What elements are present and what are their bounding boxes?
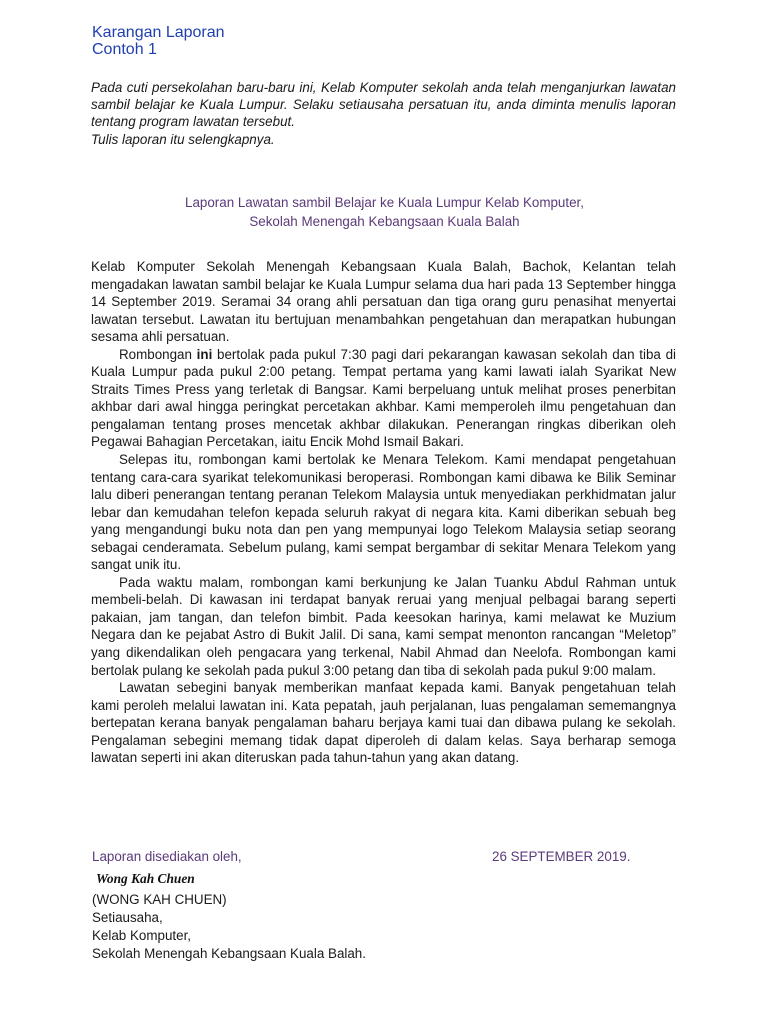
- body-paragraph-2-bold: ini: [196, 346, 213, 362]
- task-instructions: [91, 79, 676, 148]
- report-title-line-2: Sekolah Menengah Kebangsaan Kuala Balah: [249, 214, 520, 229]
- body-paragraph-4: Pada waktu malam, rombongan kami berkunjung ke Jalan Tuanku Abdul Rahman untuk membeli-belah. Di kawasan ini terdapat banyak reruai yang menjual pelbagai barang seperti pakaian, jam tangan, dan telefon bimbit. Pada keesokan harinya, kami melawat ke Muzium Negara dan ke pejabat Astro di Bukit Jalil. Di sana, kami sempat menonton rancangan “Meletop” yang dikendalikan oleh pengacara yang terkenal, Nabil Ahmad dan Neelofa. Rombongan kami bertolak pulang ke sekolah pada pukul 3:00 petang dan tiba di sekolah pada pukul 9:00 malam.: [91, 574, 676, 678]
- signature: Wong Kah Chuen: [96, 871, 195, 886]
- body-paragraph-2: [91, 346, 676, 451]
- prepared-by-label: Laporan disediakan oleh,: [92, 849, 242, 864]
- body-paragraph-2-start: Rombongan: [119, 346, 197, 362]
- report-date: 26 SEPTEMBER 2019.: [492, 849, 631, 864]
- heading-line-2: Contoh 1: [92, 41, 157, 58]
- signer-name: (WONG KAH CHUEN): [92, 892, 227, 907]
- signer-school: Sekolah Menengah Kebangsaan Kuala Balah.: [92, 946, 366, 961]
- report-body: [91, 258, 676, 767]
- signature-block: [92, 891, 366, 963]
- task-paragraph: Pada cuti persekolahan baru-baru ini, Kelab Komputer sekolah anda telah menganjurkan lawatan sambil belajar ke Kuala Lumpur. Selaku setiausaha persatuan itu, anda diminta menulis laporan tentang program lawatan tersebut.: [91, 80, 676, 130]
- task-instruction: Tulis laporan itu selengkapnya.: [91, 131, 275, 147]
- signer-club: Kelab Komputer,: [92, 928, 192, 943]
- report-title-line-1: Laporan Lawatan sambil Belajar ke Kuala Lumpur Kelab Komputer,: [185, 195, 584, 210]
- heading-line-1: Karangan Laporan: [92, 24, 225, 41]
- body-paragraph-5: Lawatan sebegini banyak memberikan manfaat kepada kami. Banyak pengetahuan telah kami peroleh melalui lawatan ini. Kata pepatah, jauh perjalanan, luas pengalaman sememangnya bertepatan kerana banyak pengalaman baharu berjaya kami tuai dan dibawa pulang ke sekolah. Pengalaman sebegini memang tidak dapat diperoleh di dalam kelas. Saya berharap semoga lawatan seperti ini akan diteruskan pada tahun-tahun yang akan datang.: [91, 680, 676, 766]
- body-paragraph-3: Selepas itu, rombongan kami bertolak ke Menara Telekom. Kami mendapat pengetahuan tentang cara-cara syarikat telekomunikasi beroperasi. Rombongan kami dibawa ke Bilik Seminar lalu diberi penerangan tentang peranan Telekom Malaysia untuk menyediakan perkhidmatan jalur lebar dan kemudahan telefon kepada seluruh rakyat di negara kita. Kami diberikan sebuah beg yang mengandungi buku nota dan pen yang mempunyai logo Telekom Malaysia setiap seorang sebagai cenderamata. Sebelum pulang, kami sempat bergambar di sekitar Menara Telekom yang sangat unik itu.: [91, 452, 676, 573]
- report-title: [92, 193, 677, 231]
- body-paragraph-2-rest: bertolak pada pukul 7:30 pagi dari pekarangan kawasan sekolah dan tiba di Kuala Lumpur pada pukul 2:00 petang. Tempat pertama yang kami lawati ialah Syarikat New Straits Times Press yang terletak di Bangsar. Kami berpeluang untuk melihat proses penerbitan akhbar dari awal hingga peringkat percetakan akhbar. Kami memperoleh ilmu pengetahuan dan pengalaman tentang proses mencetak akhbar dilakukan. Penerangan ringkas diberikan oleh Pegawai Bahagian Percetakan, iaitu Encik Mohd Ismail Bakari.: [91, 346, 676, 450]
- body-paragraph-1: Kelab Komputer Sekolah Menengah Kebangsaan Kuala Balah, Bachok, Kelantan telah mengadakan lawatan sambil belajar ke Kuala Lumpur selama dua hari pada 13 September hingga 14 September 2019. Seramai 34 orang ahli persatuan dan tiga orang guru penasihat menyertai lawatan tersebut. Lawatan itu bertujuan menambahkan pengetahuan dan merapatkan hubungan sesama ahli persatuan.: [91, 259, 676, 345]
- document-heading: [92, 24, 225, 58]
- signer-position: Setiausaha,: [92, 910, 163, 925]
